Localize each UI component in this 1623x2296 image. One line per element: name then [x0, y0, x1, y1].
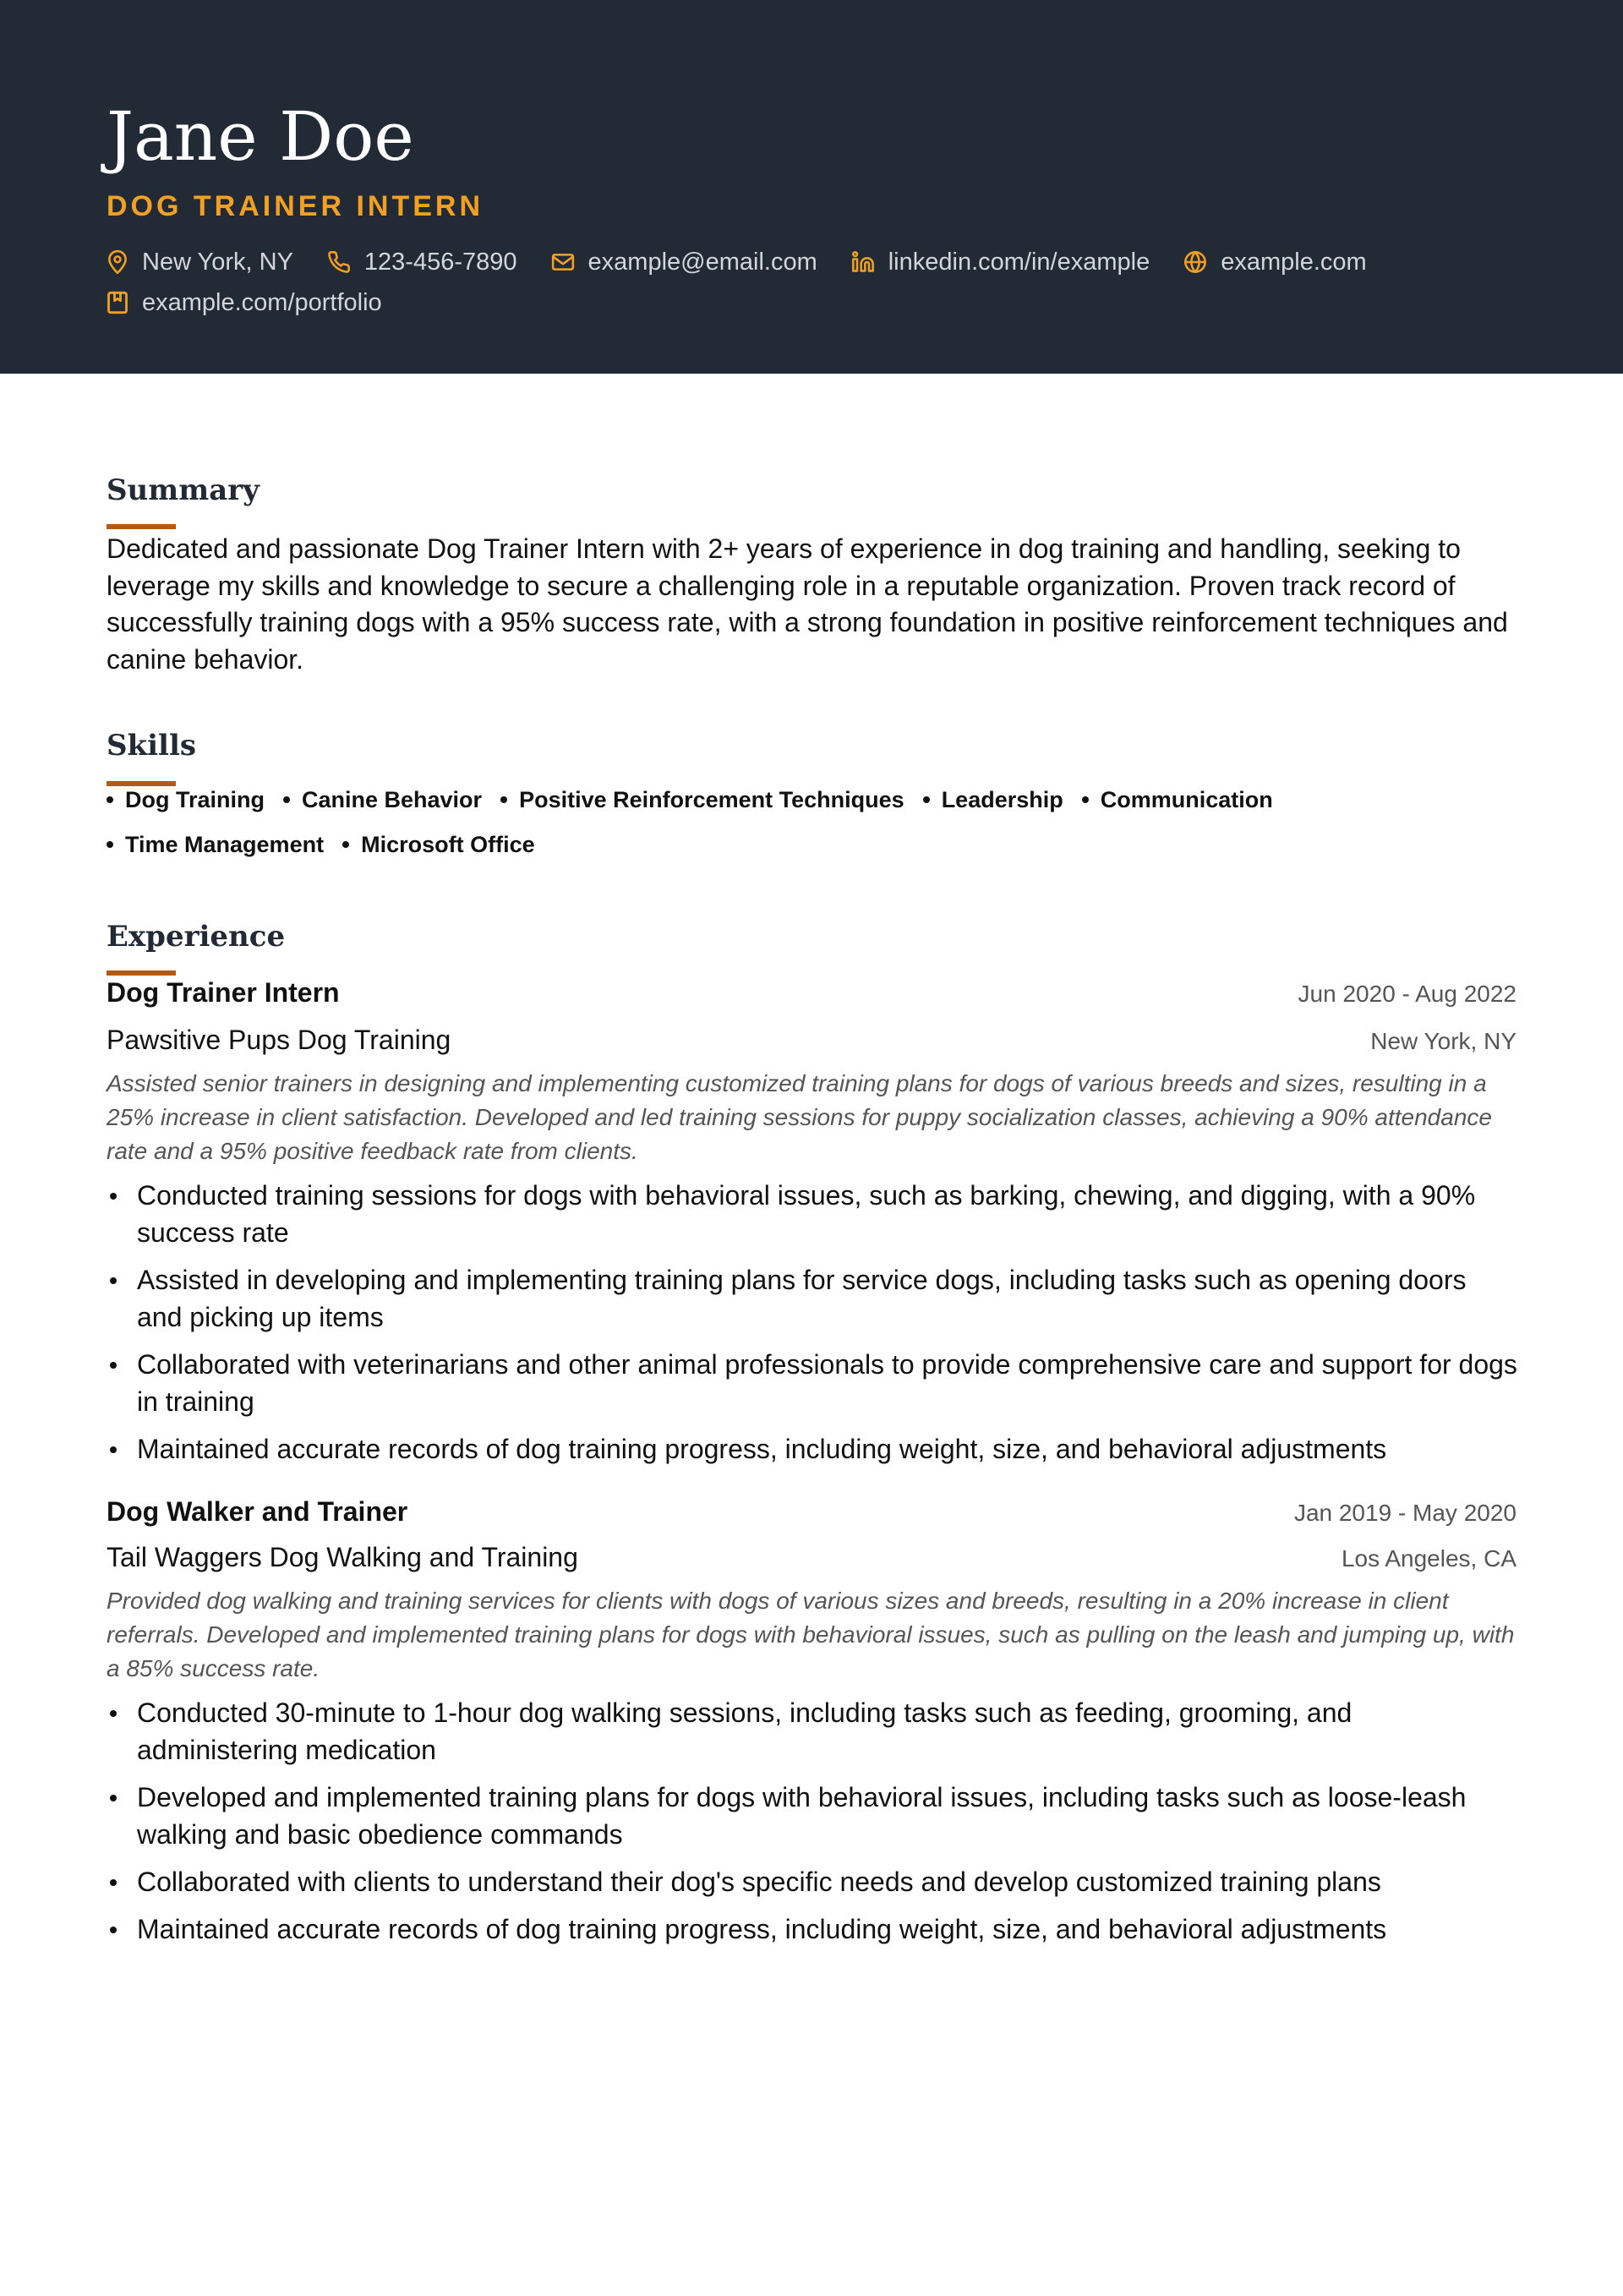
- skills-list: [107, 784, 1527, 860]
- job-title: Dog Trainer Intern: [107, 977, 340, 1008]
- contact-location: [107, 249, 293, 276]
- skill-item: Microsoft Office: [342, 829, 535, 860]
- summary-text: Dedicated and passionate Dog Trainer Intern with 2+ years of experience in dog training and handling, seeking to leverage my skills and knowledge to secure a challenging role in a reputable organization. Proven track record of successfully training dogs with a 95% success rate, with a strong foundation in positive reinforcement techniques and canine behavior.: [107, 533, 1508, 675]
- skills-title: Skills: [107, 729, 197, 763]
- contact-email-text: example@email.com: [587, 248, 817, 276]
- job-company: Pawsitive Pups Dog Training: [107, 1025, 451, 1055]
- list-item: Conducted training sessions for dogs with behavioral issues, such as barking, chewing, and digging, with a 90% success rate: [107, 1177, 1518, 1251]
- summary-title: Summary: [107, 473, 260, 507]
- summary-rule: [107, 524, 176, 529]
- list-item: Maintained accurate records of dog training progress, including weight, size, and behavioral adjustments: [107, 1911, 1518, 1948]
- globe-icon: [1183, 250, 1207, 274]
- skill-item: Dog Training: [107, 784, 265, 815]
- job-bullets: [107, 1694, 1518, 1958]
- portfolio-icon: [107, 291, 128, 314]
- contact-linkedin[interactable]: [851, 249, 1150, 276]
- list-item: Collaborated with veterinarians and other animal professionals to provide comprehensive care and support for dogs in training: [107, 1346, 1518, 1420]
- contact-location-text: New York, NY: [142, 248, 293, 276]
- candidate-role: DOG TRAINER INTERN: [107, 190, 484, 222]
- mail-icon: [551, 252, 575, 272]
- contact-row-2: [107, 282, 416, 323]
- job-location: Los Angeles, CA: [1341, 1545, 1516, 1572]
- contact-portfolio-text: example.com/portfolio: [142, 288, 382, 316]
- skill-item: Communication: [1082, 784, 1273, 815]
- job-description: Assisted senior trainers in designing and implementing customized training plans for dogs of various breeds and sizes, resulting in a 25% increase in client satisfaction. Developed and led training sessions for puppy socialization classes, achieving a 90% attendance rate and a 95% positive feedback rate from clients.: [107, 1070, 1492, 1164]
- skill-item: Positive Reinforcement Techniques: [500, 784, 904, 815]
- contact-website-text: example.com: [1221, 248, 1367, 276]
- list-item: Developed and implemented training plans for dogs with behavioral issues, including tasks such as loose-leash walking and basic obedience commands: [107, 1779, 1518, 1853]
- location-pin-icon: [107, 249, 128, 275]
- contact-portfolio[interactable]: [107, 289, 382, 317]
- list-item: Conducted 30-minute to 1-hour dog walking sessions, including tasks such as feeding, grooming, and administering medication: [107, 1694, 1518, 1768]
- job-dates: Jan 2019 - May 2020: [1293, 1500, 1516, 1526]
- resume-header: [0, 0, 1623, 374]
- list-item: Collaborated with clients to understand their dog's specific needs and develop customized training plans: [107, 1863, 1518, 1900]
- list-item: Assisted in developing and implementing training plans for service dogs, including tasks such as opening doors and picking up items: [107, 1261, 1518, 1336]
- contact-phone-text: 123-456-7890: [363, 248, 517, 276]
- skill-item: Time Management: [107, 829, 324, 860]
- job-title: Dog Walker and Trainer: [107, 1496, 408, 1527]
- skill-item: Leadership: [923, 784, 1063, 815]
- experience-title: Experience: [107, 920, 286, 954]
- job-dates: Jun 2020 - Aug 2022: [1298, 981, 1516, 1007]
- candidate-name: Jane Doe: [107, 97, 414, 176]
- job-location: New York, NY: [1370, 1028, 1516, 1054]
- contact-linkedin-text: linkedin.com/in/example: [888, 248, 1150, 276]
- contact-phone[interactable]: [327, 249, 517, 276]
- linkedin-icon: [851, 250, 875, 274]
- contact-website[interactable]: [1183, 249, 1366, 276]
- job-company: Tail Waggers Dog Walking and Training: [107, 1542, 578, 1572]
- phone-icon: [327, 250, 351, 274]
- contact-row-1: [107, 242, 1401, 282]
- job-bullets: [107, 1177, 1518, 1478]
- job-description: Provided dog walking and training services for clients with dogs of various sizes and breeds, resulting in a 20% increase in client referrals. Developed and implemented training plans for dogs with behavioral issues, such as pulling on the leash and jumping up, with a 85% success rate.: [107, 1588, 1515, 1681]
- skill-item: Canine Behavior: [283, 784, 482, 815]
- list-item: Maintained accurate records of dog training progress, including weight, size, and behavioral adjustments: [107, 1430, 1518, 1468]
- contact-email[interactable]: [551, 249, 817, 276]
